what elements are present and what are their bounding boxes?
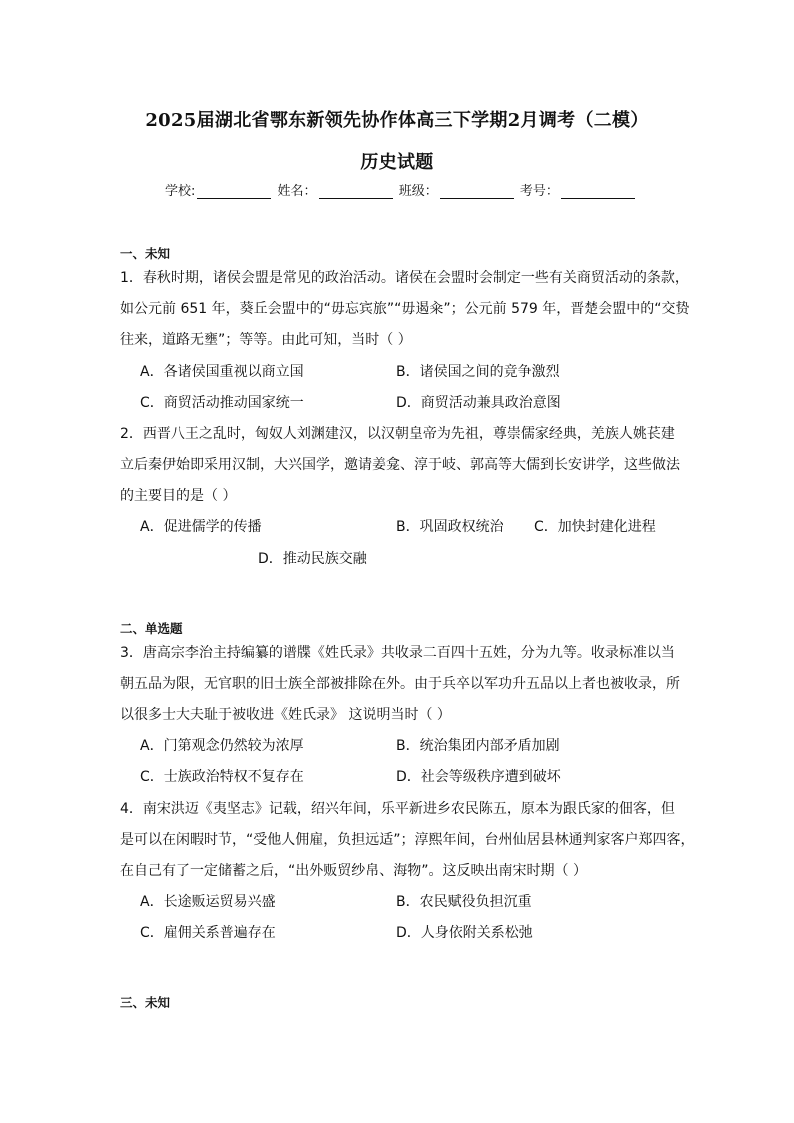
class-blank	[440, 186, 514, 199]
question-1-option-b: B．诸侯国之间的竞争激烈	[396, 364, 560, 380]
question-1-option-c: C．商贸活动推动国家统一	[140, 395, 304, 411]
name-blank	[319, 186, 393, 199]
question-3-option-c: C．士族政治特权不复存在	[140, 769, 304, 785]
class-label: 班级：	[398, 184, 438, 199]
question-3-line: 朝五品为限，无官职的旧士族全部被排除在外。由于兵卒以军功升五品以上者也被收录，所	[120, 676, 680, 692]
student-info-line	[165, 180, 637, 199]
question-1-line: 如公元前 651 年，葵丘会盟中的“毋忘宾旅”“毋遏籴”；公元前 579 年，晋楚会盟中的“交贽	[120, 301, 690, 317]
question-2-line: 2．西晋八王之乱时，匈奴人刘渊建汉，以汉朝皇帝为先祖，尊崇儒家经典，羌族人姚苌建	[120, 426, 675, 442]
question-4-option-c: C．雇佣关系普遍存在	[140, 925, 276, 941]
question-4-option-b: B．农民赋役负担沉重	[396, 894, 532, 910]
question-2-line: 立后秦伊始即采用汉制，大兴国学，邀请姜龛、淳于岐、郭高等大儒到长安讲学，这些做法	[120, 457, 680, 473]
exam-no-blank	[561, 186, 635, 199]
question-4-line: 4．南宋洪迈《夷坚志》记载，绍兴年间，乐平新进乡农民陈五，原本为跟氏家的佃客，但	[120, 801, 675, 817]
question-4-line: 是可以在闲暇时节，“受他人佣雇，负担远适”；淳熙年间，台州仙居县林通判家客户郑四客，	[120, 832, 695, 848]
question-4-option-a: A．长途贩运贸易兴盛	[140, 894, 276, 910]
school-label: 学校:	[165, 184, 196, 199]
section-heading: 二、单选题	[120, 621, 183, 636]
question-3-line: 3．唐高宗李治主持编纂的谱牒《姓氏录》共收录二百四十五姓，分为九等。收录标准以当	[120, 645, 675, 661]
question-2-option-a: A．促进儒学的传播	[140, 519, 262, 535]
school-blank	[197, 186, 271, 199]
question-2-option-b: B．巩固政权统治	[396, 519, 504, 535]
question-3-option-a: A．门第观念仍然较为浓厚	[140, 738, 304, 754]
question-1-option-a: A．各诸侯国重视以商立国	[140, 364, 304, 380]
question-2-option-d: D．推动民族交融	[258, 551, 367, 567]
page-title: 2025届湖北省鄂东新领先协作体高三下学期2月调考（二模）	[145, 110, 649, 131]
exam-no-label: 考号：	[519, 184, 559, 199]
question-3-option-d: D．社会等级秩序遭到破坏	[396, 769, 561, 785]
question-4-option-d: D．人身依附关系松弛	[396, 925, 533, 941]
question-4-line: 在自己有了一定储蓄之后，“出外贩贸纱帛、海物”。这反映出南宋时期（ ）	[120, 863, 587, 879]
section-heading: 三、未知	[120, 995, 171, 1010]
section-heading: 一、未知	[120, 246, 171, 261]
question-2-option-c: C．加快封建化进程	[534, 519, 656, 535]
question-3-option-b: B．统治集团内部矛盾加剧	[396, 738, 560, 754]
name-label: 姓名：	[277, 184, 317, 199]
question-1-line: 往来，道路无壅”；等等。由此可知，当时（ ）	[120, 332, 412, 348]
question-3-line: 以很多士大夫耻于被收进《姓氏录》 这说明当时（ ）	[120, 707, 451, 723]
question-2-line: 的主要目的是（ ）	[120, 488, 237, 504]
question-1-line: 1．春秋时期，诸侯会盟是常见的政治活动。诸侯在会盟时会制定一些有关商贸活动的条款，	[120, 270, 689, 286]
page-subtitle: 历史试题	[360, 152, 434, 173]
question-1-option-d: D．商贸活动兼具政治意图	[396, 395, 561, 411]
